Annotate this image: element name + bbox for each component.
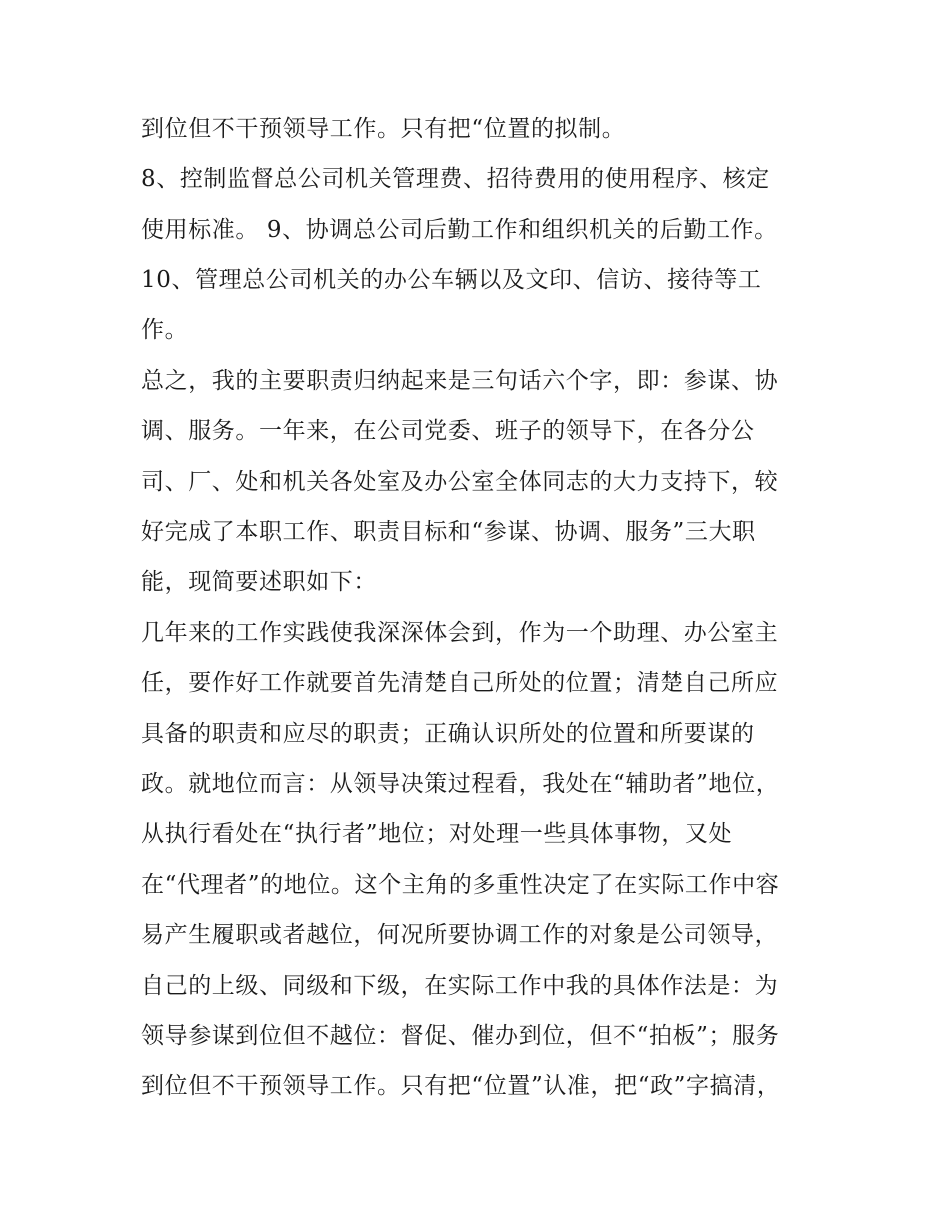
text-line: 到位但不干预领导工作。只有把“位置”认准，把“政”字搞清， — [141, 1073, 781, 1099]
text-line: 司、厂、处和机关各处室及办公室全体同志的大力支持下，较 — [141, 469, 779, 495]
text-line: 调、服务。一年来，在公司党委、班子的领导下，在各分公 — [141, 418, 755, 444]
text-line: 总之，我的主要职责归纳起来是三句话六个字，即：参谋、协 — [141, 368, 779, 394]
text-line: 任，要作好工作就要首先清楚自己所处的位置；清楚自己所应 — [141, 670, 779, 696]
text-line: 自己的上级、同级和下级，在实际工作中我的具体作法是：为 — [141, 973, 779, 999]
text-line: 在“代理者”的地位。这个主角的多重性决定了在实际工作中容 — [141, 872, 780, 898]
text-line: 政。就地位而言：从领导决策过程看，我处在“辅助者”地位， — [141, 771, 780, 797]
text-line: 作。 — [141, 317, 189, 343]
text-line: 具备的职责和应尽的职责；正确认识所处的位置和所要谋的 — [141, 721, 755, 747]
text-line: 好完成了本职工作、职责目标和“参谋、协调、服务”三大职 — [141, 519, 756, 545]
text-line: 从执行看处在“执行者”地位；对处理一些具体事物，又处 — [141, 821, 733, 847]
text-line: 几年来的工作实践使我深深体会到，作为一个助理、办公室主 — [141, 620, 779, 646]
text-line: 领导参谋到位但不越位：督促、催办到位，但不“拍板”；服务 — [141, 1023, 780, 1049]
text-line: 10、管理总公司机关的办公车辆以及文印、信访、接待等工 — [141, 267, 762, 293]
text-line: 8、控制监督总公司机关管理费、招待费用的使用程序、核定 — [141, 166, 770, 192]
text-line: 能，现简要述职如下： — [141, 569, 377, 595]
text-line: 到位但不干预领导工作。只有把“位置的拟制。 — [141, 116, 626, 142]
text-line: 使用标准。 9、协调总公司后勤工作和组织机关的后勤工作。 — [141, 217, 778, 243]
text-line: 易产生履职或者越位，何况所要协调工作的对象是公司领导， — [141, 922, 779, 948]
